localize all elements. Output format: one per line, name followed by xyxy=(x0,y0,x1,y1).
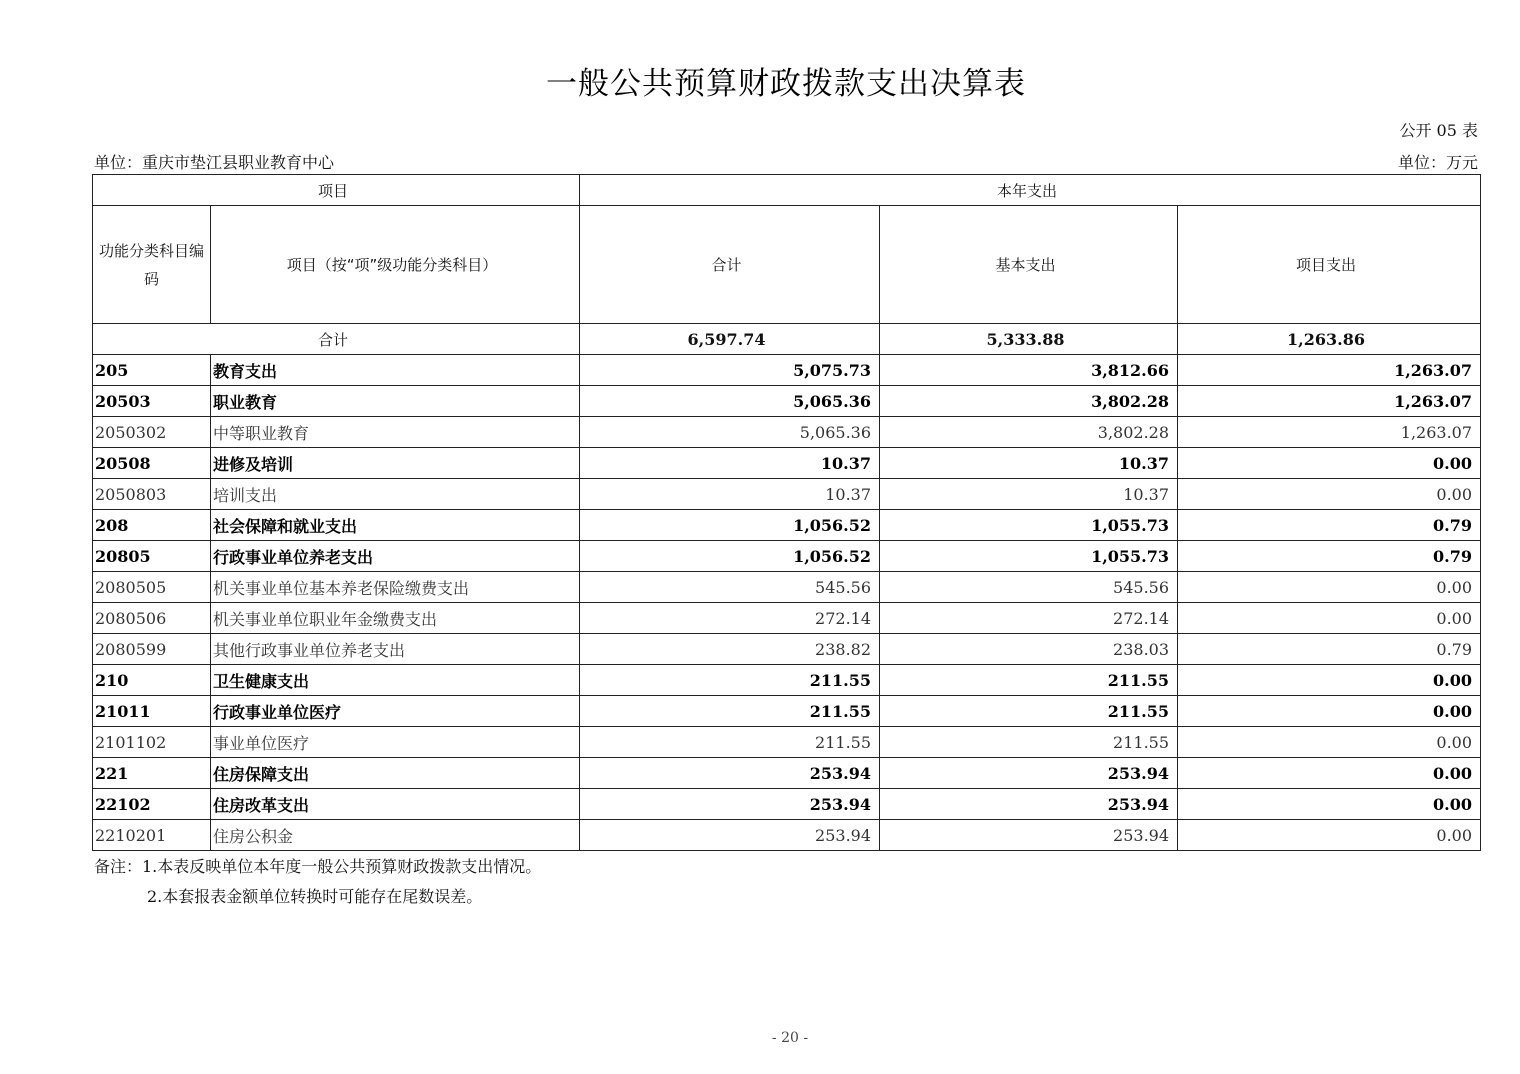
row-project: 0.00 xyxy=(1178,665,1481,696)
row-code: 2080505 xyxy=(93,572,211,603)
row-total: 1,056.52 xyxy=(580,541,880,572)
row-name: 中等职业教育 xyxy=(211,417,580,448)
row-total: 1,056.52 xyxy=(580,510,880,541)
table-row xyxy=(93,417,1481,448)
total-basic: 5,333.88 xyxy=(880,324,1178,355)
row-name: 教育支出 xyxy=(211,355,580,386)
row-total: 10.37 xyxy=(580,448,880,479)
row-basic: 1,055.73 xyxy=(880,541,1178,572)
row-basic: 10.37 xyxy=(880,448,1178,479)
notes xyxy=(94,852,541,912)
row-basic: 253.94 xyxy=(880,820,1178,851)
row-project: 0.79 xyxy=(1178,634,1481,665)
header-row-top xyxy=(93,175,1481,206)
row-project: 0.00 xyxy=(1178,603,1481,634)
table-row xyxy=(93,789,1481,820)
row-project: 0.00 xyxy=(1178,727,1481,758)
row-name: 机关事业单位职业年金缴费支出 xyxy=(211,603,580,634)
total-row xyxy=(93,324,1481,355)
row-name: 职业教育 xyxy=(211,386,580,417)
row-code: 20508 xyxy=(93,448,211,479)
row-total: 10.37 xyxy=(580,479,880,510)
expenditure-table xyxy=(92,174,1481,851)
row-name: 住房公积金 xyxy=(211,820,580,851)
row-code: 2050302 xyxy=(93,417,211,448)
row-basic: 253.94 xyxy=(880,789,1178,820)
row-project: 0.00 xyxy=(1178,820,1481,851)
row-code: 2080599 xyxy=(93,634,211,665)
row-code: 22102 xyxy=(93,789,211,820)
header-code: 功能分类科目编码 xyxy=(93,206,211,324)
header-basic: 基本支出 xyxy=(880,206,1178,324)
row-project: 1,263.07 xyxy=(1178,386,1481,417)
currency-unit: 单位：万元 xyxy=(1397,153,1478,172)
row-project: 1,263.07 xyxy=(1178,417,1481,448)
row-total: 211.55 xyxy=(580,696,880,727)
row-total: 253.94 xyxy=(580,820,880,851)
total-amount: 6,597.74 xyxy=(580,324,880,355)
note-1: 备注：1.本表反映单位本年度一般公共预算财政拨款支出情况。 xyxy=(94,857,542,876)
row-basic: 253.94 xyxy=(880,758,1178,789)
row-project: 0.00 xyxy=(1178,758,1481,789)
table-row xyxy=(93,572,1481,603)
table-row xyxy=(93,510,1481,541)
row-name: 机关事业单位基本养老保险缴费支出 xyxy=(211,572,580,603)
row-total: 253.94 xyxy=(580,758,880,789)
row-name: 进修及培训 xyxy=(211,448,580,479)
table-row xyxy=(93,727,1481,758)
row-project: 1,263.07 xyxy=(1178,355,1481,386)
row-code: 205 xyxy=(93,355,211,386)
row-total: 253.94 xyxy=(580,789,880,820)
row-code: 221 xyxy=(93,758,211,789)
row-basic: 211.55 xyxy=(880,727,1178,758)
row-total: 5,065.36 xyxy=(580,417,880,448)
row-total: 238.82 xyxy=(580,634,880,665)
row-total: 211.55 xyxy=(580,727,880,758)
header-row-bottom xyxy=(93,206,1481,324)
row-basic: 1,055.73 xyxy=(880,510,1178,541)
row-name: 其他行政事业单位养老支出 xyxy=(211,634,580,665)
row-basic: 545.56 xyxy=(880,572,1178,603)
row-total: 211.55 xyxy=(580,665,880,696)
header-item: 项目（按“项”级功能分类科目） xyxy=(211,206,580,324)
table-row xyxy=(93,758,1481,789)
form-number: 公开 05 表 xyxy=(1399,121,1478,140)
row-basic: 211.55 xyxy=(880,696,1178,727)
table-row xyxy=(93,665,1481,696)
header-total: 合计 xyxy=(580,206,880,324)
row-basic: 10.37 xyxy=(880,479,1178,510)
row-name: 卫生健康支出 xyxy=(211,665,580,696)
row-code: 21011 xyxy=(93,696,211,727)
table-row xyxy=(93,541,1481,572)
reporting-unit: 单位：重庆市垫江县职业教育中心 xyxy=(94,153,335,172)
row-basic: 3,812.66 xyxy=(880,355,1178,386)
row-basic: 3,802.28 xyxy=(880,417,1178,448)
table-row xyxy=(93,355,1481,386)
row-code: 2050803 xyxy=(93,479,211,510)
row-name: 事业单位医疗 xyxy=(211,727,580,758)
row-name: 行政事业单位医疗 xyxy=(211,696,580,727)
row-code: 2080506 xyxy=(93,603,211,634)
row-project: 0.00 xyxy=(1178,789,1481,820)
row-name: 社会保障和就业支出 xyxy=(211,510,580,541)
header-project-expense: 项目支出 xyxy=(1178,206,1481,324)
row-basic: 272.14 xyxy=(880,603,1178,634)
row-code: 2101102 xyxy=(93,727,211,758)
total-label: 合计 xyxy=(93,324,580,355)
row-total: 545.56 xyxy=(580,572,880,603)
row-name: 培训支出 xyxy=(211,479,580,510)
row-code: 208 xyxy=(93,510,211,541)
row-total: 5,065.36 xyxy=(580,386,880,417)
row-code: 20805 xyxy=(93,541,211,572)
row-code: 20503 xyxy=(93,386,211,417)
row-name: 住房保障支出 xyxy=(211,758,580,789)
row-code: 210 xyxy=(93,665,211,696)
row-name: 住房改革支出 xyxy=(211,789,580,820)
row-name: 行政事业单位养老支出 xyxy=(211,541,580,572)
row-project: 0.00 xyxy=(1178,572,1481,603)
row-project: 0.79 xyxy=(1178,541,1481,572)
header-project: 项目 xyxy=(93,175,580,206)
page-number: - 20 - xyxy=(771,1030,809,1046)
note-2: 2.本套报表金额单位转换时可能存在尾数误差。 xyxy=(147,887,483,906)
page-title: 一般公共预算财政拨款支出决算表 xyxy=(546,66,1026,102)
row-basic: 238.03 xyxy=(880,634,1178,665)
row-basic: 3,802.28 xyxy=(880,386,1178,417)
table-row xyxy=(93,448,1481,479)
row-basic: 211.55 xyxy=(880,665,1178,696)
total-project: 1,263.86 xyxy=(1178,324,1481,355)
header-current-year: 本年支出 xyxy=(580,175,1481,206)
table-row xyxy=(93,634,1481,665)
row-project: 0.00 xyxy=(1178,479,1481,510)
table-row xyxy=(93,386,1481,417)
table-row xyxy=(93,603,1481,634)
row-project: 0.00 xyxy=(1178,696,1481,727)
table-row xyxy=(93,820,1481,851)
table-row xyxy=(93,479,1481,510)
table-row xyxy=(93,696,1481,727)
row-total: 272.14 xyxy=(580,603,880,634)
row-project: 0.79 xyxy=(1178,510,1481,541)
row-project: 0.00 xyxy=(1178,448,1481,479)
row-total: 5,075.73 xyxy=(580,355,880,386)
row-code: 2210201 xyxy=(93,820,211,851)
